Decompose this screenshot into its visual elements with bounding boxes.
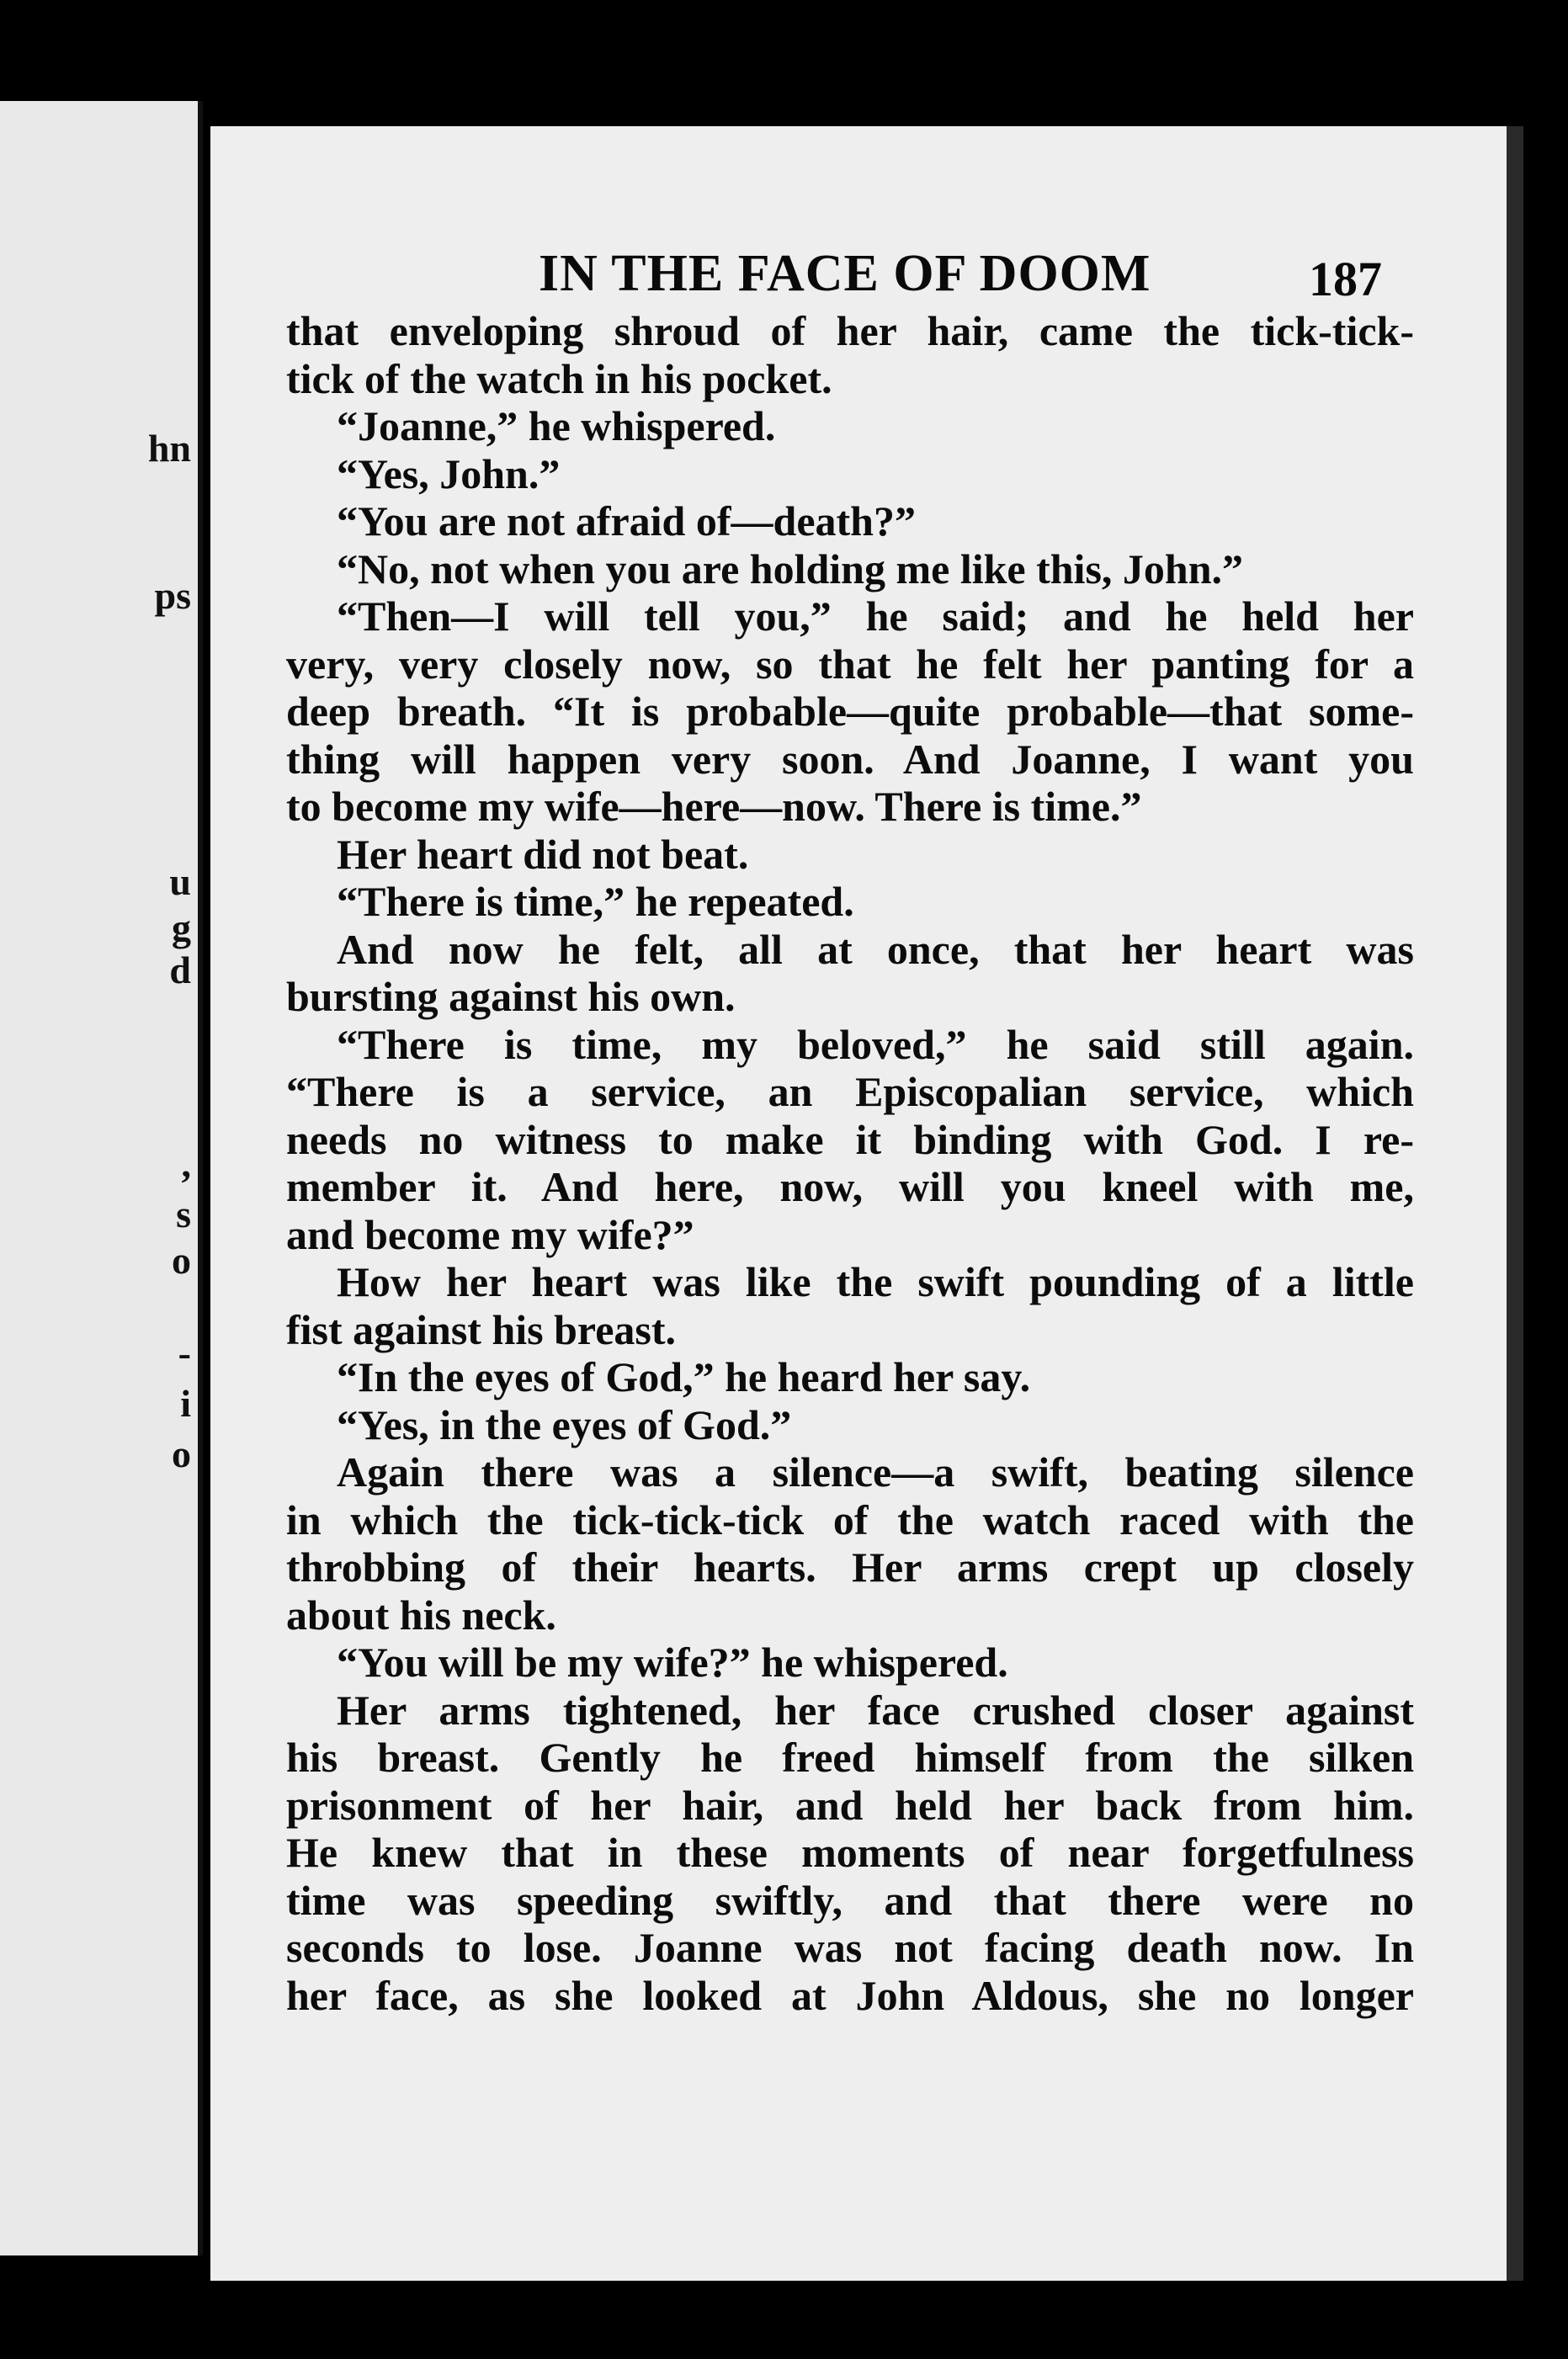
text-line: “There is a service, an Episcopalian service, which (286, 1068, 1414, 1115)
left-page-text: u (169, 860, 191, 903)
text-line: her face, as she looked at John Aldous, she no longer (286, 1971, 1414, 2019)
text-line: prisonment of her hair, and held her back from him. (286, 1781, 1414, 1829)
left-page-text: s (176, 1193, 191, 1235)
text-line: time was speeding swiftly, and that there were no (286, 1876, 1414, 1924)
text-line: deep breath. “It is probable—quite probable—that some- (286, 688, 1414, 735)
text-line: to become my wife—here—now. There is time.” (286, 783, 1142, 830)
left-page-text: d (169, 948, 191, 991)
text-line: about his neck. (286, 1591, 556, 1639)
left-page-text: i (180, 1382, 191, 1425)
text-line: “Yes, in the eyes of God.” (337, 1400, 792, 1448)
text-line: seconds to lose. Joanne was not facing death now. In (286, 1924, 1414, 1971)
text-line: tick of the watch in his pocket. (286, 354, 832, 402)
text-line: Again there was a silence—a swift, beating silence (337, 1448, 1414, 1496)
text-line: “Yes, John.” (337, 449, 561, 497)
text-line: thing will happen very soon. And Joanne, I want you (286, 735, 1414, 783)
text-line: “Joanne,” he whispered. (337, 402, 776, 449)
text-line: How her heart was like the swift pounding of a little (337, 1258, 1414, 1305)
text-line: “No, not when you are holding me like this, John.” (337, 545, 1244, 592)
left-page-fragment (0, 101, 203, 2255)
text-line: Her arms tightened, her face crushed closer against (337, 1686, 1414, 1734)
left-page-text: - (178, 1331, 191, 1374)
text-line: member it. And here, now, will you kneel with me, (286, 1163, 1414, 1210)
text-line: “You will be my wife?” he whispered. (337, 1639, 1008, 1686)
text-line: bursting against his own. (286, 973, 736, 1020)
text-line: throbbing of their hearts. Her arms crept up closely (286, 1543, 1414, 1591)
text-line: very, very closely now, so that he felt her panting for a (286, 640, 1414, 688)
text-line: And now he felt, all at once, that her heart was (337, 925, 1414, 973)
book-page (210, 126, 1523, 2281)
text-line: He knew that in these moments of near forgetfulness (286, 1829, 1414, 1876)
left-page-text: , (181, 1142, 191, 1185)
running-header: IN THE FACE OF DOOM (539, 245, 1151, 302)
text-line: “You are not afraid of—death?” (337, 497, 916, 545)
text-line: that enveloping shroud of her hair, came the tick-tick- (286, 307, 1414, 354)
text-line: and become my wife?” (286, 1210, 694, 1258)
page-number: 187 (1309, 252, 1382, 306)
text-line: his breast. Gently he freed himself from the silken (286, 1734, 1414, 1781)
text-line: “There is time, my beloved,” he said still again. (337, 1020, 1414, 1068)
left-page-text: o (172, 1239, 191, 1282)
text-line: “In the eyes of God,” he heard her say. (337, 1353, 1031, 1400)
text-line: “There is time,” he repeated. (337, 878, 854, 925)
text-line: “Then—I will tell you,” he said; and he held her (337, 592, 1414, 640)
text-line: Her heart did not beat. (337, 830, 749, 878)
left-page-text: o (172, 1432, 191, 1475)
left-page-text: g (172, 906, 191, 949)
text-line: in which the tick-tick-tick of the watch raced with the (286, 1496, 1414, 1543)
body-text (286, 307, 1414, 2019)
text-line: fist against his breast. (286, 1305, 677, 1353)
page-edge (1507, 126, 1523, 2281)
text-line: needs no witness to make it binding with God. I re- (286, 1115, 1414, 1163)
left-page-text: hn (147, 427, 191, 470)
left-page-text: ps (154, 574, 191, 617)
